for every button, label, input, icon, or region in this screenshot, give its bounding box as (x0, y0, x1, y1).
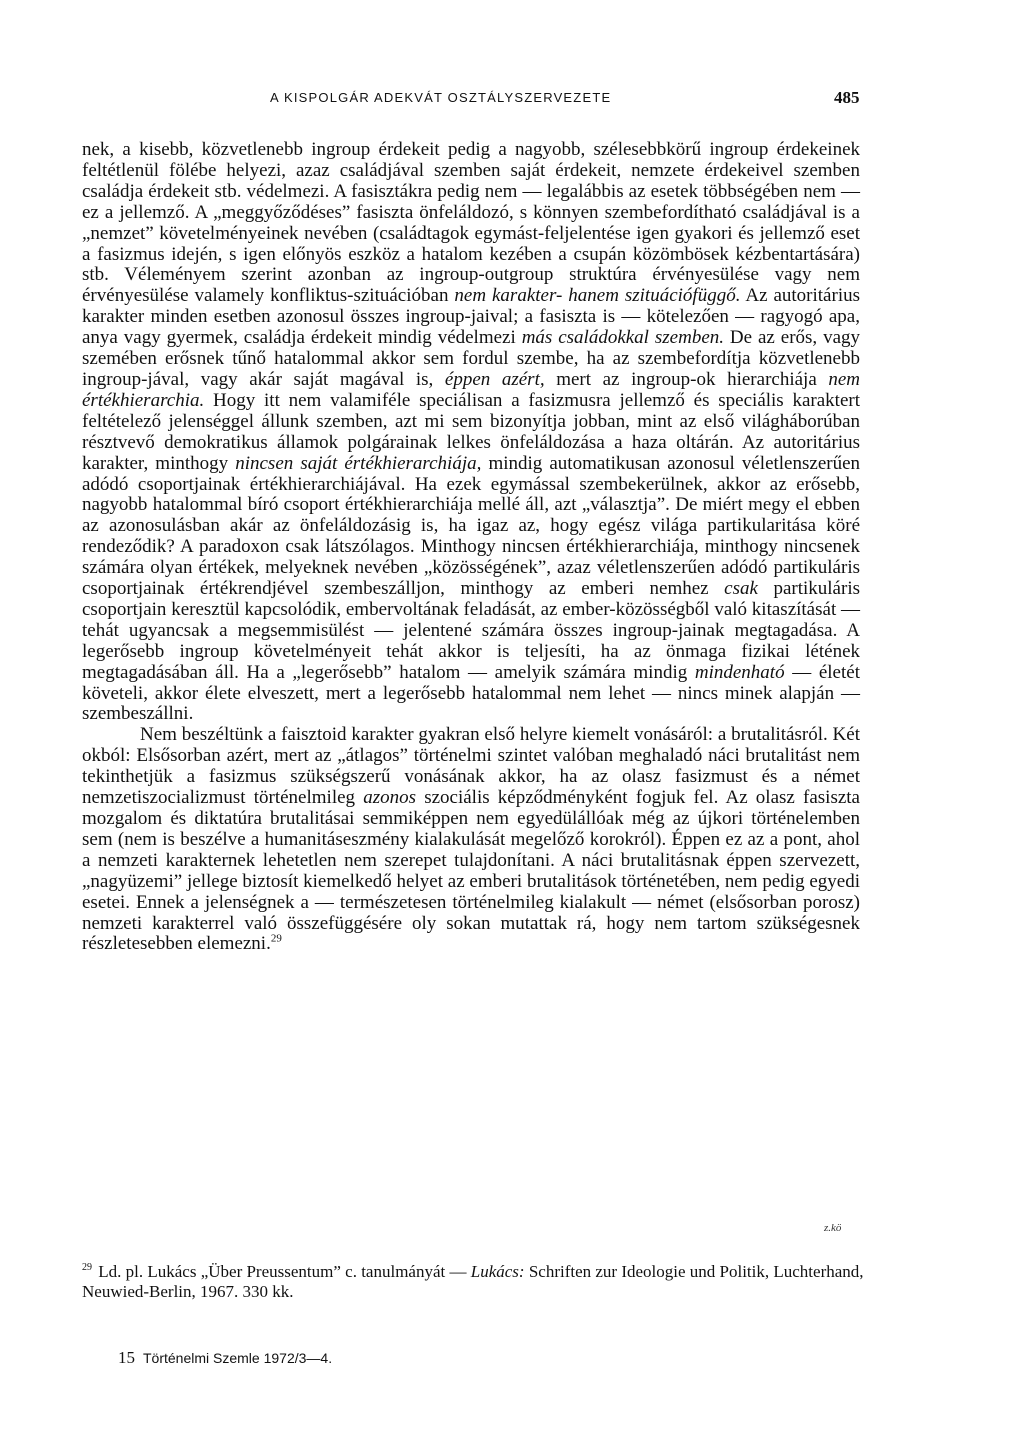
text-run: De az erős, vagy szemében erősnek tűnő hatalommal akkor sem fordul szembe, ha az szembefordítja közvetlenebb ingroup-jával, vagy akár saját magával is, (82, 327, 861, 390)
footnote-text: Ld. pl. Lukács „Über Preussentum” c. tanulmányát — (94, 1262, 471, 1281)
text-run: — életét követeli, akkor élete elveszett, mert a legerősebb hatalommal nem lehet — nincs minek alapján — szembeszállni. (82, 661, 860, 725)
journal-name: Történelmi Szemle 1972/3—4. (143, 1350, 333, 1366)
italic-run: csak (724, 578, 758, 600)
text-run: mindig automatikusan azonosul véletlenszerűen adódó csoportjainak értékhierarchiájával. Ha ezek egymással szembekerülnek, akkor az erősebb, nagyobb hatalommal bíró csoport értékhierarchiája mellé áll, azt „választja”. De miért megy el ebben az azonosulásban akár az önfeláldozásig is, ha igaz az, hogy egész világa partikularitása köré rendeződik? A paradoxon csak látszólagos. Minthogy nincsen értékhierarchiája, minthogy nincsenek számára olyan értékek, melyeknek nevében „közösségének”, azaz véletlenszerűen adódó partikuláris csoportjainak értékrendjével szembeszálljon, minthogy az emberi nemhez (82, 452, 861, 600)
italic-run: mindenható (694, 661, 785, 683)
paragraph-2 (82, 725, 860, 955)
page-number: 485 (834, 88, 860, 107)
italic-run: nem karakter- hanem szituációfüggő. (454, 285, 741, 307)
footnote-italic: Lukács: (470, 1262, 525, 1281)
body-text (82, 140, 860, 955)
sheet-signature (118, 1348, 332, 1368)
footnote-text: Schriften zur Ideologie und Politik, Luchterhand, Neuwied-Berlin, 1967. 330 kk. (82, 1262, 864, 1301)
running-header: A KISPOLGÁR ADEKVÁT OSZTÁLYSZERVEZETE (270, 90, 612, 105)
text-run: szociális képződményként fogjuk fel. Az olasz fasiszta mozgalom és diktatúra brutalitásai semmiképpen nem egyedülállóak még az újkori történelemben sem (nem is beszélve a humanitáseszmény kialakulását megelőző korokról). Éppen ez az a pont, ahol a nemzeti karakternek lehetetlen nem szerepet tulajdonítani. A náci brutalitásnak éppen szervezett, „nagyüzemi” jellege biztosít kiemelkedő helyet az emberi brutalitások történetében, nem pedig egyedi esetei. Ennek a jelenségnek a — természetesen történelmileg kialakult — német (elsősorban porosz) nemzeti karakterrel való összefüggésére oly sokan mutattak rá, hogy nem tartom szükségesnek részletesebben elemezni. (82, 787, 860, 955)
footnote-mark: 29 (82, 1262, 92, 1274)
paragraph-1 (82, 140, 860, 725)
sheet-number: 15 (118, 1348, 135, 1367)
footnote-reference[interactable]: 29 (270, 933, 282, 946)
italic-run: éppen azért, (444, 368, 545, 390)
italic-run: nem értékhierarchia. (82, 368, 860, 411)
text-run: nek, a kisebb, közvetlenebb ingroup érdekeit pedig a nagyobb, szélesebbkörű ingroup érdekeinek feltétlenül fölébe helyezi, azaz családjával szemben saját érdekeit, nemzete érdekeivel szemben családja érdekeit stb. védelmezi. A fasisztákra pedig nem — legalábbis az esetek többségében nem — ez a jellemző. A „meggyőződéses” fasiszta önfeláldozó, s könnyen szembefordítható családjával is a „nemzet” követelményeinek nevében (családtagok egymást-feljelentése igen gyakori és jellemző eset a fasizmus idején, s igen előnyös eszköz a hatalom kezében a csupán közömbösek kézbentartására) stb. Véleményem szerint azonban az ingroup-outgroup struktúra érvényesülése vagy nem érvényesülése valamely konfliktus-szituációban (82, 139, 860, 307)
text-run: partikuláris csoportjain keresztül kapcsolódik, embervoltának feladását, az ember-közösségből való kitaszítását — tehát ugyancsak a megsemmisülést — jelentené számára összes ingroup-jainak megtagadása. A legerősebb ingroup követelményeit tehát akkor is teljesíti, ha az önmaga fizikai létének megtagadásában áll. Ha a „legerősebb” hatalom — amelyik számára mindig (82, 578, 860, 683)
text-run: Az autoritárius karakter minden esetben azonosul összes ingroup-jaival; a fasiszta is — kötelezően — ragyogó apa, anya vagy gyermek, családja érdekeit mindig védelmezi (82, 285, 860, 349)
text-run: mert az ingroup-ok hierarchiája (544, 368, 829, 390)
italic-run: azonos (363, 787, 417, 809)
text-run: Nem beszéltünk a faisztoid karakter gyakran első helyre kiemelt vonásáról: a brutalitásról. Két okból: Elsősorban azért, mert az „átlagos” történelmi szintet valóban meghaladó náci brutalitást nem tekinthetjük a fasizmus szükségszerű vonásának akkor, ha az olasz fasizmust és a német nemzetiszocializmust történelmileg (82, 724, 860, 809)
text-run: Hogy itt nem valamiféle speciálisan a fasizmusra jellemző és speciális karaktert feltételező jelenséggel állunk szemben, azt mi sem bizonyítja jobban, mint az első világháborúban résztvevő demokratikus államok polgárainak lelkes önfeláldozása a haza oltárán. Az autoritárius karakter, minthogy (82, 389, 860, 474)
italic-run: más családokkal szemben. (521, 327, 725, 349)
stray-mark: z.kö (824, 1222, 842, 1234)
footnote (82, 1262, 872, 1302)
italic-run: nincsen saját értékhierarchiája, (235, 452, 482, 474)
